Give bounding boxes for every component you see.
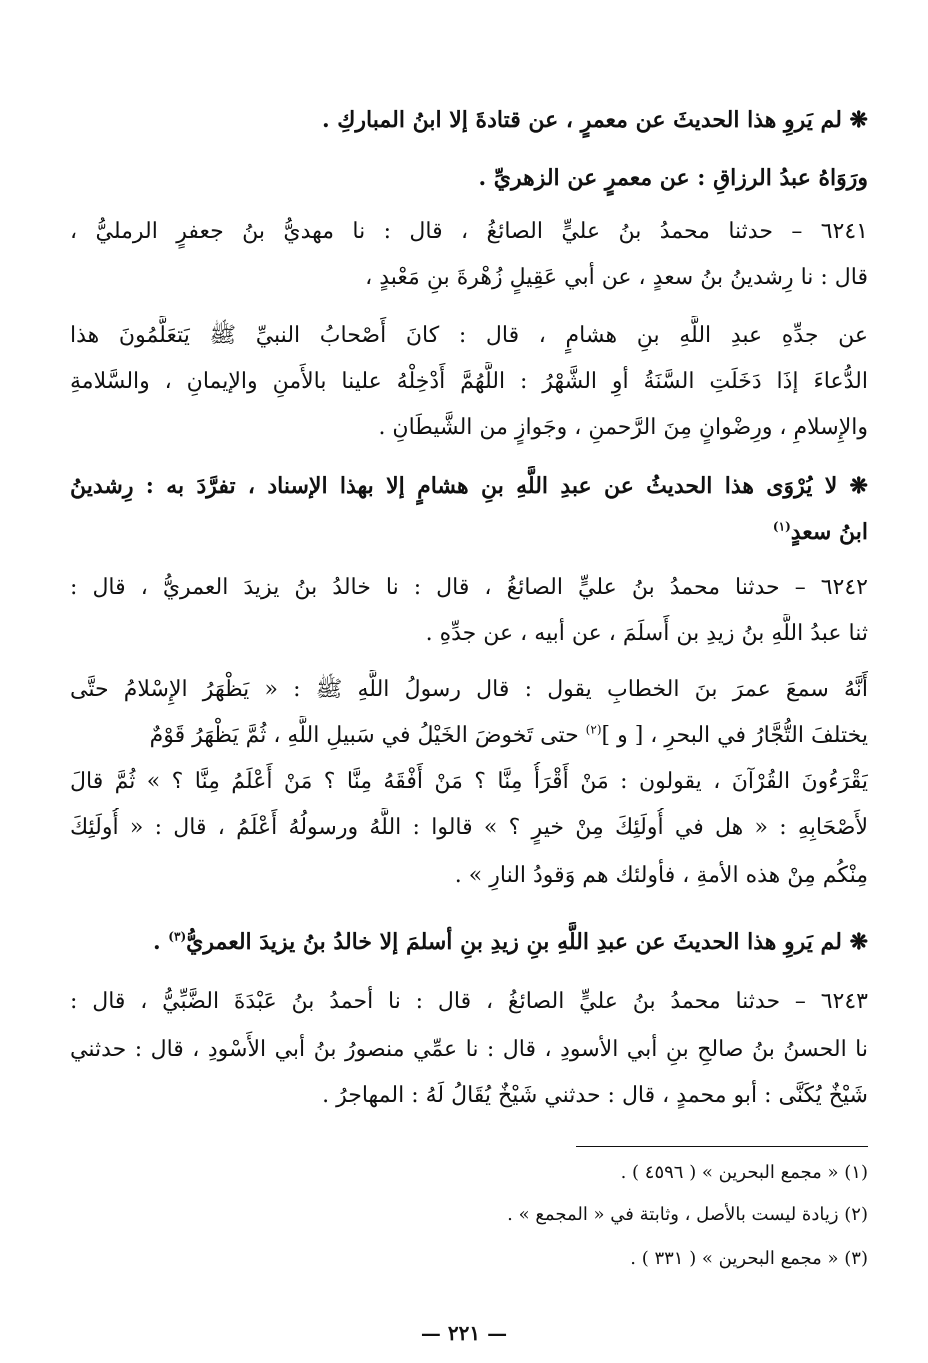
note-6241-line-2 bbox=[70, 512, 868, 556]
hadith-6241-line-3: عن جدِّهِ عبدِ اللَّهِ بنِ هشامٍ ، قال : كانَ أَصْحابُ النبيِّ ﷺ يَتعَلَّمُونَ هذا bbox=[70, 323, 868, 348]
note-6242-text: ❋ لم يَروِ هذا الحديثَ عن عبدِ اللَّهِ بنِ زيدِ بنِ أسلمَ إلا خالدُ بنُ يزيدَ العمريُّ bbox=[186, 929, 868, 955]
hadith-6241-line-1: ٦٢٤١ – حدثنا محمدُ بنُ عليٍّ الصائغُ ، قال : نا مهديُّ بنُ جعفرٍ الرمليُّ ، bbox=[70, 219, 868, 244]
note-6241-text: ابنُ سعدٍ bbox=[790, 519, 868, 545]
hadith-6243-line-1: ٦٢٤٣ – حدثنا محمدُ بنُ عليٍّ الصائغُ ، قال : نا أحمدُ بنُ عَبْدَةَ الضَّبِّيُّ ، قال : bbox=[70, 989, 868, 1014]
footnote-3: (٣) « مجمع البحرين » ( ٣٣١ ) . bbox=[630, 1248, 868, 1269]
footnote-1: (١) « مجمع البحرين » ( ٤٥٩٦ ) . bbox=[620, 1162, 868, 1183]
hadith-6242-line-2: ثنا عبدُ اللَّهِ بنُ زيدِ بن أَسلَمَ ، عن أبيه ، عن جدِّهِ . bbox=[425, 621, 868, 646]
hadith-6242-line-4 bbox=[70, 716, 868, 760]
hadith-6242-line-6: لأَصْحَابِهِ : « هل في أُولَئِكَ مِنْ خيرٍ ؟ » قالوا : اللَّهُ ورسولُهُ أَعْلَمُ ، قال : « أُولَئِكَ bbox=[70, 815, 868, 840]
footnote-ref-3: (٣) bbox=[168, 929, 187, 944]
hadith-6243-line-2: نا الحسنُ بنُ صالحِ بنِ أبي الأسودِ ، قال : نا عمِّي منصورُ بنُ أبي الأَسْودِ ، قال : حدثني bbox=[70, 1037, 868, 1062]
hadith-6241-line-5: والإِسلامِ ، ورِضْوانٍ مِنَ الرَّحمنِ ، وجَوازٍ من الشَّيطَانِ . bbox=[378, 415, 868, 440]
hadith-6243-line-3: شَيْخٌ يُكَنَّى : أبو محمدٍ ، قال : حدثني شَيْخٌ يُقَالُ لَهُ : المهاجرُ . bbox=[322, 1083, 868, 1108]
text-line-1: ❋ لم يَروِ هذا الحديثَ عن معمرٍ ، عن قتادةَ إلا ابنُ المباركِ . bbox=[321, 107, 868, 133]
hadith-6241-line-2: قال : نا رِشدينُ بنُ سعدٍ ، عن أبي عَقِيلٍ زُهْرةَ بنِ مَعْبدٍ ، bbox=[365, 265, 868, 290]
hadith-6242-line-5: يَقْرَءُونَ القُرْآنَ ، يقولون : مَنْ أَقْرَأُ مِنَّا ؟ مَنْ أَفْقَهُ مِنَّا ؟ مَنْ أَعْلَمُ مِنَّا ؟ » ثُمَّ قالَ bbox=[70, 769, 868, 794]
note-6241-line-1: ❋ لا يُرْوَى هذا الحديثُ عن عبدِ اللَّهِ بنِ هشامٍ إلا بهذا الإسناد ، تفرَّدَ به : رِشدينُ bbox=[70, 473, 868, 499]
page-number: — ٢٢١ — bbox=[420, 1321, 508, 1345]
footnote-2: (٢) زيادة ليست بالأصل ، وثابتة في « المجمع » . bbox=[507, 1204, 868, 1225]
hadith-6242-line-7: مِنْكُم مِنْ هذه الأمةِ ، فأولئك هم وَقودُ النارِ » . bbox=[454, 863, 868, 888]
footnote-separator bbox=[576, 1146, 868, 1147]
text-line-2: ورَوَاهُ عبدُ الرزاقِ : عن معمرٍ عن الزهريِّ . bbox=[478, 165, 868, 191]
hadith-6242-line-4-start: يختلفَ التُّجَّارُ في البحرِ ، [ و ] bbox=[601, 723, 868, 748]
hadith-6242-line-1: ٦٢٤٢ – حدثنا محمدُ بنُ عليٍّ الصائغُ ، قال : نا خالدُ بنُ يزيدَ العمريُّ ، قال : bbox=[70, 575, 868, 600]
footnote-ref-2: (٢) bbox=[585, 722, 602, 737]
footnote-ref-1: (١) bbox=[772, 519, 791, 534]
hadith-6241-line-4: الدُّعاءَ إذَا دَخَلَتِ السَّنَةُ أوِ الشَّهْرُ : اللَّهُمَّ أَدْخِلْهُ علينا بالأَمنِ والإيمانِ ، والسَّلامةِ bbox=[70, 369, 868, 394]
note-6242: ❋ لم يَروِ هذا الحديثَ عن عبدِ اللَّهِ بنِ زيدِ بنِ أسلمَ إلا خالدُ بنُ يزيدَ العمريُّ$^{(٣)}$ . bbox=[152, 929, 868, 955]
hadith-6242-line-3: أَنَّهُ سمعَ عمرَ بنَ الخطابِ يقول : قال رسولُ اللَّهِ ﷺ : « يَظْهَرُ الإِسْلامُ حتَّى bbox=[70, 677, 868, 702]
hadith-6242-line-4-end: حتى تَخوضَ الخَيْلُ في سَبيلِ اللَّهِ ، ثُمَّ يَظْهَرُ قَوْمٌ bbox=[149, 723, 586, 748]
